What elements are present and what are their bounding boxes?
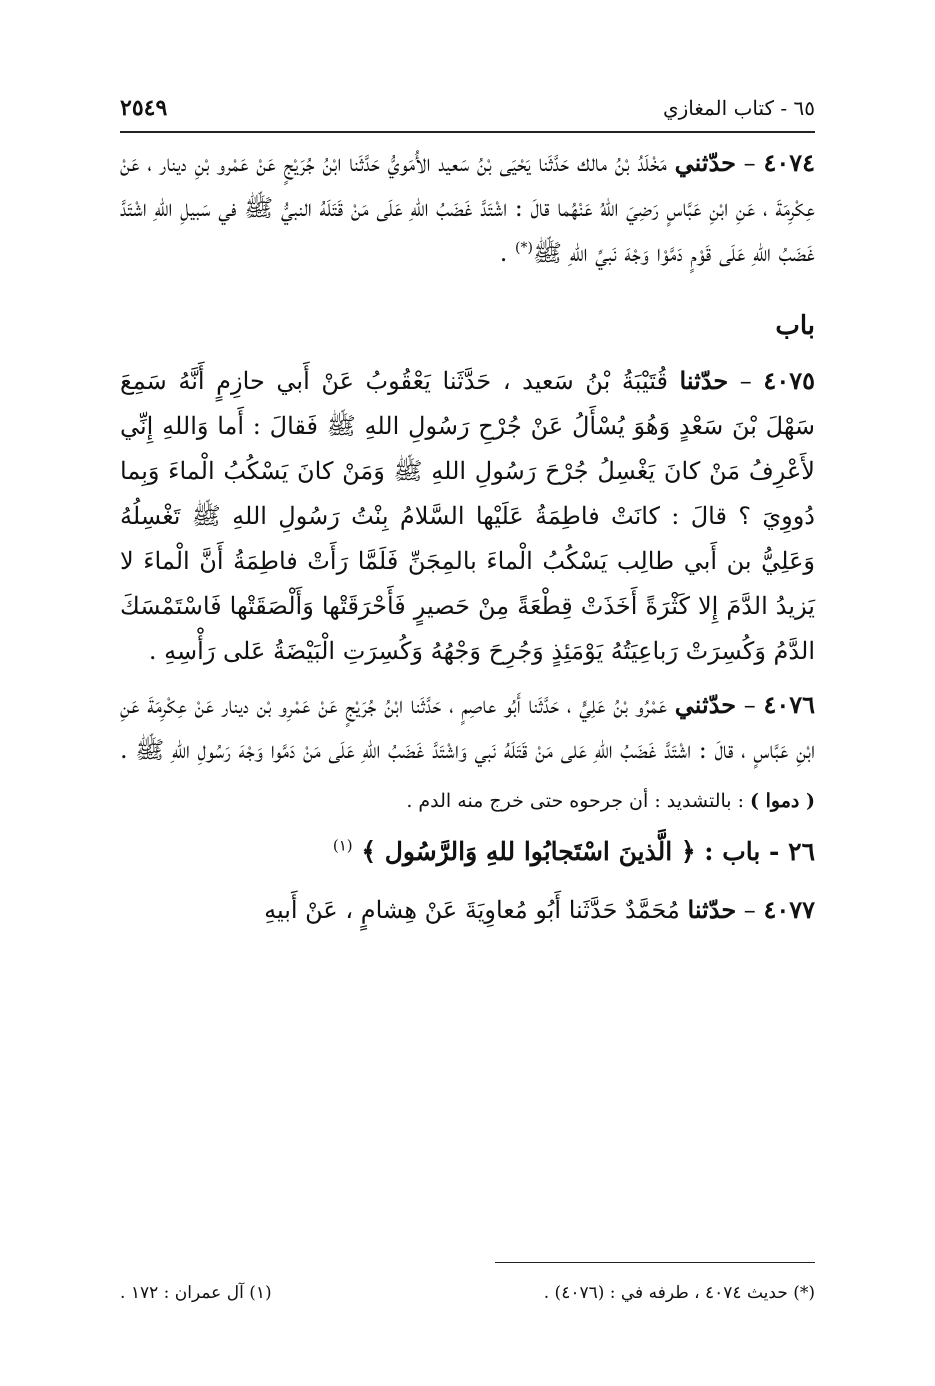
chapter-title: ٢٦ - باب : ﴿ الَّذينَ اسْتَجابُوا للهِ وَالرَّسُول ﴾ — [361, 837, 815, 866]
page-header — [120, 88, 815, 128]
gloss-explanation: : بالتشديد : أن جرحوه حتى خرج منه الدم . — [406, 790, 744, 812]
page-number: ٢٥٤٩ — [120, 95, 168, 121]
footnotes — [120, 1278, 815, 1308]
hadith-lead: حدّثنا — [679, 366, 729, 395]
hadith-4075: ٤٠٧٥ – حدّثنا قُتَيْبَةُ بْنُ سَعيد ، حَدَّثَنا يَعْقُوبُ عَنْ أَبي حازِمٍ أَنَّهُ سَمِعَ سَهْلَ بْنَ سَعْدٍ وَهُوَ يُسْأَلُ عَنْ جُرْحِ رَسُولِ اللهِ ﷺ فَقالَ : أَما وَاللهِ إِنِّي لأَعْرِفُ مَنْ كانَ يَغْسِلُ جُرْحَ رَسُولِ اللهِ ﷺ وَمَنْ كانَ يَسْكُبُ الْماءَ وَبِما دُووِيَ ؟ قالَ : كانَتْ فاطِمَةُ عَلَيْها السَّلامُ بِنْتُ رَسُولِ اللهِ ﷺ تَغْسِلُهُ وَعَلِيُّ بن أَبي طالِب يَسْكُبُ الْماءَ بالمِجَنِّ فَلَمَّا رَأَتْ فاطِمَةُ أَنَّ الْماءَ لا يَزيدُ الدَّمَ إِلا كَثْرَةً أَخَذَتْ قِطْعَةً مِنْ حَصيرٍ فَأَحْرَقَتْها وَأَلْصَقَتْها فَاسْتَمْسَكَ الدَّمُ وَكُسِرَتْ رَباعِيَتُهُ يَوْمَئِذٍ وَجُرِحَ وَجْهُهُ وَكُسِرَتِ الْبَيْضَةُ عَلى رَأْسِهِ . — [120, 366, 815, 665]
hadith-lead: حدّثني — [674, 690, 737, 719]
footnote-marker-star: (*) — [515, 240, 533, 256]
hadith-number: ٤٠٧٦ — [763, 690, 815, 719]
footnote-rule — [495, 1262, 815, 1263]
hadith-lead: حدّثني — [674, 148, 736, 177]
hadith-end: . — [499, 239, 508, 267]
hadith-number: ٤٠٧٤ — [763, 148, 815, 177]
hadith-text: مَخْلَدُ بْنُ مالك حَدَّثَنا يَحْيَى بْنُ سَعيد الأُمَويُّ حَدَّثَنا ابْنُ جُرَيْجٍ عَنْ عَمْرو بْنِ دينار ، عَنْ عِكْرِمَةَ ، عَنِ ابْنِ عَبَّاسٍ رَضِيَ اللهُ عَنْهُما قالَ : اشْتَدَّ غَضَبُ اللهِ عَلَى مَنْ قَتَلَهُ النبيُّ ﷺ في سَبيلِ اللهِ اشْتَدَّ غَضَبُ اللهِ عَلَى قَوْمٍ دَمَّوْا وَجْهَ نَبيِّ اللهِ ﷺ — [120, 149, 815, 267]
chapter-heading — [120, 827, 815, 877]
gloss-note — [120, 781, 815, 821]
footnote-1: (١) آل عمران : ١٧٢ . — [120, 1283, 272, 1303]
hadith-4074: ٤٠٧٤ – حدّثني مَخْلَدُ بْنُ مالك حَدَّثَنا يَحْيَى بْنُ سَعيد الأُمَويُّ حَدَّثَنا ابْنُ جُرَيْجٍ عَنْ عَمْرو بْنِ دينار ، عَنْ عِكْرِمَةَ ، عَنِ ابْنِ عَبَّاسٍ رَضِيَ اللهُ عَنْهُما قالَ : اشْتَدَّ غَضَبُ اللهِ عَلَى مَنْ قَتَلَهُ النبيُّ ﷺ في سَبيلِ اللهِ اشْتَدَّ غَضَبُ اللهِ عَلَى قَوْمٍ دَمَّوْا وَجْهَ نَبيِّ اللهِ ﷺ(*) . — [120, 148, 815, 267]
hadith-text: عَمْرُو بْنُ عَلِيٍّ ، حَدَّثَنا أَبُو عاصِمٍ ، حَدَّثَنا ابْنُ جُرَيْجٍ عَنْ عَمْرِو بْن دينار عَنْ عِكْرِمَةَ عَنِ ابْنِ عَبَّاسٍ ، قالَ : اشْتَدَّ غَضَبُ اللهِ عَلى مَنْ قَتَلَهُ نَبي وَاشْتَدَّ غَضَبُ اللهِ عَلَى مَنْ دَمَّوا وَجْهَ رَسُولِ اللهِ ﷺ . — [120, 691, 815, 764]
header-rule — [120, 131, 815, 133]
main-text — [120, 140, 815, 941]
hadith-text: مُحَمَّدٌ حَدَّثَنا أَبُو مُعاوِيَةَ عَنْ هِشامٍ ، عَنْ أَبيهِ — [264, 896, 680, 924]
footnote-marker-1: (١) — [332, 836, 353, 855]
footnote-star: (*) حديث ٤٠٧٤ ، طرفه في : (٤٠٧٦) . — [543, 1283, 815, 1303]
hadith-number: ٤٠٧٥ — [763, 366, 815, 395]
bab-heading: باب — [775, 311, 815, 341]
hadith-lead: حدّثنا — [687, 895, 737, 924]
hadith-number: ٤٠٧٧ — [763, 895, 815, 924]
running-title: ٦٥ - كتاب المغازي — [662, 96, 815, 120]
hadith-4077: ٤٠٧٧ – حدّثنا مُحَمَّدٌ حَدَّثَنا أَبُو مُعاوِيَةَ عَنْ هِشامٍ ، عَنْ أَبيهِ — [264, 895, 815, 924]
gloss-term: ( دموا ) — [750, 790, 815, 812]
hadith-4076: ٤٠٧٦ – حدّثني عَمْرُو بْنُ عَلِيٍّ ، حَدَّثَنا أَبُو عاصِمٍ ، حَدَّثَنا ابْنُ جُرَيْجٍ عَنْ عَمْرِو بْن دينار عَنْ عِكْرِمَةَ عَنِ ابْنِ عَبَّاسٍ ، قالَ : اشْتَدَّ غَضَبُ اللهِ عَلى مَنْ قَتَلَهُ نَبي وَاشْتَدَّ غَضَبُ اللهِ عَلَى مَنْ دَمَّوا وَجْهَ رَسُولِ اللهِ ﷺ . — [120, 690, 815, 764]
hadith-text: قُتَيْبَةُ بْنُ سَعيد ، حَدَّثَنا يَعْقُوبُ عَنْ أَبي حازِمٍ أَنَّهُ سَمِعَ سَهْلَ بْنَ سَعْدٍ وَهُوَ يُسْأَلُ عَنْ جُرْحِ رَسُولِ اللهِ ﷺ فَقالَ : أَما وَاللهِ إِنِّي لأَعْرِفُ مَنْ كانَ يَغْسِلُ جُرْحَ رَسُولِ اللهِ ﷺ وَمَنْ كانَ يَسْكُبُ الْماءَ وَبِما دُووِيَ ؟ قالَ : كانَتْ فاطِمَةُ عَلَيْها السَّلامُ بِنْتُ رَسُولِ اللهِ ﷺ تَغْسِلُهُ وَعَلِيُّ بن أَبي طالِب يَسْكُبُ الْماءَ بالمِجَنِّ فَلَمَّا رَأَتْ فاطِمَةُ أَنَّ الْماءَ لا يَزيدُ الدَّمَ إِلا كَثْرَةً أَخَذَتْ قِطْعَةً مِنْ حَصيرٍ فَأَحْرَقَتْها وَأَلْصَقَتْها فَاسْتَمْسَكَ الدَّمُ وَكُسِرَتْ رَباعِيَتُهُ يَوْمَئِذٍ وَجُرِحَ وَجْهُهُ وَكُسِرَتِ الْبَيْضَةُ عَلى رَأْسِهِ . — [120, 367, 815, 665]
